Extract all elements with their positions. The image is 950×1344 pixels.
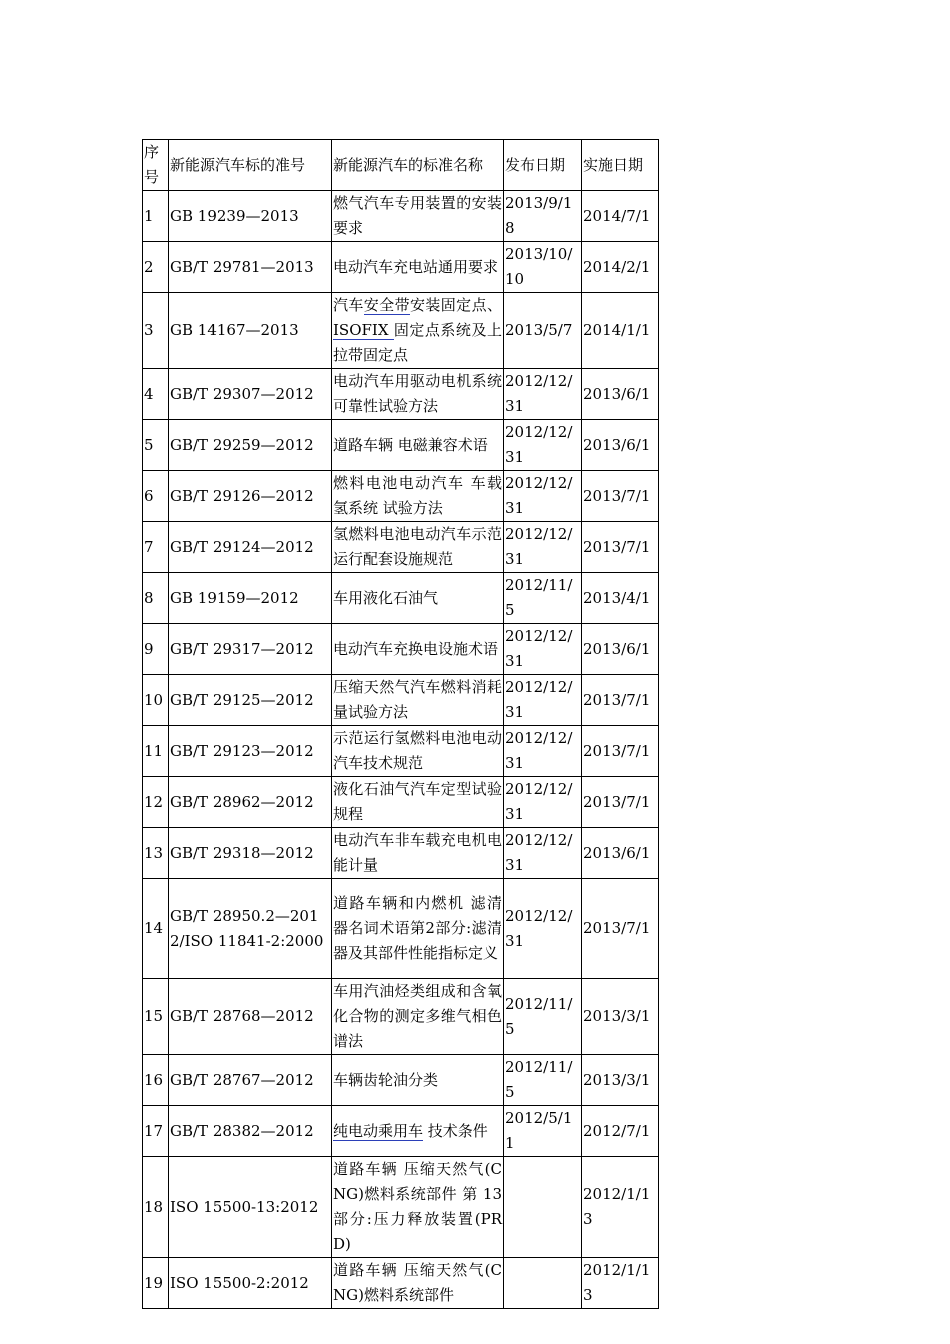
- cell-seq: 2: [143, 242, 169, 293]
- cell-effective-date: 2014/7/1: [582, 191, 659, 242]
- standard-name-link[interactable]: 纯电动乘用车: [333, 1121, 424, 1140]
- cell-standard-name: 车用汽油烃类组成和含氧化合物的测定多维气相色谱法: [332, 979, 504, 1055]
- cell-standard-code: GB 14167—2013: [169, 293, 332, 369]
- cell-effective-date: 2013/6/1: [582, 420, 659, 471]
- standard-name-text: 汽车: [333, 296, 364, 314]
- cell-standard-name: 电动汽车非车载充电机电能计量: [332, 828, 504, 879]
- table-header-row: [143, 140, 659, 191]
- cell-publish-date: 2012/11/5: [504, 979, 582, 1055]
- cell-publish-date: 2012/12/31: [504, 879, 582, 979]
- cell-standard-code: GB/T 28382—2012: [169, 1106, 332, 1157]
- cell-standard-code: GB/T 29318—2012: [169, 828, 332, 879]
- cell-seq: 18: [143, 1157, 169, 1258]
- cell-effective-date: 2013/6/1: [582, 828, 659, 879]
- cell-seq: 5: [143, 420, 169, 471]
- table-row: [143, 1106, 659, 1157]
- cell-seq: 4: [143, 369, 169, 420]
- standard-name-link[interactable]: 安全带: [363, 296, 410, 314]
- table-row: [143, 828, 659, 879]
- cell-standard-code: GB/T 29307—2012: [169, 369, 332, 420]
- table-row: [143, 1157, 659, 1258]
- cell-publish-date: 2012/12/31: [504, 726, 582, 777]
- standard-name-text: 安装固定点、: [409, 296, 502, 314]
- cell-effective-date: 2013/7/1: [582, 726, 659, 777]
- cell-effective-date: 2013/7/1: [582, 522, 659, 573]
- cell-standard-name: 液化石油气汽车定型试验规程: [332, 777, 504, 828]
- cell-seq: 11: [143, 726, 169, 777]
- cell-effective-date: 2013/6/1: [582, 624, 659, 675]
- standard-name-text: 技术条件: [423, 1121, 488, 1140]
- cell-seq: 8: [143, 573, 169, 624]
- table-row: [143, 369, 659, 420]
- table-row: [143, 1055, 659, 1106]
- cell-standard-name: 示范运行氢燃料电池电动汽车技术规范: [332, 726, 504, 777]
- standards-table: [142, 139, 659, 1309]
- cell-standard-code: GB/T 29781—2013: [169, 242, 332, 293]
- cell-seq: 19: [143, 1258, 169, 1309]
- cell-publish-date: 2012/12/31: [504, 777, 582, 828]
- cell-seq: 16: [143, 1055, 169, 1106]
- cell-seq: 10: [143, 675, 169, 726]
- cell-effective-date: 2012/1/13: [582, 1258, 659, 1309]
- cell-standard-name: 电动汽车用驱动电机系统可靠性试验方法: [332, 369, 504, 420]
- cell-publish-date: 2012/5/11: [504, 1106, 582, 1157]
- cell-standard-code: GB 19159—2012: [169, 573, 332, 624]
- table-row: [143, 879, 659, 979]
- table-row: [143, 293, 659, 369]
- cell-standard-code: GB/T 29125—2012: [169, 675, 332, 726]
- cell-effective-date: 2013/7/1: [582, 879, 659, 979]
- table-row: [143, 624, 659, 675]
- cell-publish-date: [504, 1157, 582, 1258]
- table-row: [143, 191, 659, 242]
- cell-standard-code: GB/T 28950.2—2012/ISO 11841-2:2000: [169, 879, 332, 979]
- cell-standard-code: ISO 15500-13:2012: [169, 1157, 332, 1258]
- header-name: 新能源汽车的标准名称: [332, 140, 504, 191]
- cell-publish-date: 2012/12/31: [504, 420, 582, 471]
- standard-name-text: 固定点系统及上拉带固定点: [333, 321, 502, 364]
- cell-standard-code: GB/T 28767—2012: [169, 1055, 332, 1106]
- cell-publish-date: 2012/12/31: [504, 675, 582, 726]
- cell-effective-date: 2013/7/1: [582, 675, 659, 726]
- cell-standard-name: 道路车辆 电磁兼容术语: [332, 420, 504, 471]
- cell-publish-date: 2013/9/18: [504, 191, 582, 242]
- header-publish-date: 发布日期: [504, 140, 582, 191]
- cell-standard-name: 电动汽车充电站通用要求: [332, 242, 504, 293]
- cell-standard-code: GB/T 29126—2012: [169, 471, 332, 522]
- table-row: [143, 420, 659, 471]
- table-row: [143, 1258, 659, 1309]
- cell-effective-date: 2013/6/1: [582, 369, 659, 420]
- cell-standard-code: GB/T 28962—2012: [169, 777, 332, 828]
- cell-effective-date: 2012/7/1: [582, 1106, 659, 1157]
- cell-publish-date: 2012/12/31: [504, 369, 582, 420]
- cell-seq: 1: [143, 191, 169, 242]
- cell-seq: 6: [143, 471, 169, 522]
- cell-seq: 3: [143, 293, 169, 369]
- cell-standard-name: 车辆齿轮油分类: [332, 1055, 504, 1106]
- cell-standard-code: GB 19239—2013: [169, 191, 332, 242]
- table-row: [143, 242, 659, 293]
- cell-publish-date: 2013/5/7: [504, 293, 582, 369]
- cell-effective-date: 2014/1/1: [582, 293, 659, 369]
- cell-standard-name: 燃气汽车专用装置的安装要求: [332, 191, 504, 242]
- cell-standard-name: 道路车辆 压缩天然气(CNG)燃料系统部件: [332, 1258, 504, 1309]
- cell-standard-name: 车用液化石油气: [332, 573, 504, 624]
- cell-seq: 9: [143, 624, 169, 675]
- table-row: [143, 726, 659, 777]
- cell-publish-date: 2012/12/31: [504, 828, 582, 879]
- cell-publish-date: 2013/10/10: [504, 242, 582, 293]
- cell-standard-name: 道路车辆和内燃机 滤清器名词术语第2部分:滤清器及其部件性能指标定义: [332, 879, 504, 979]
- table-row: [143, 777, 659, 828]
- cell-effective-date: 2013/3/1: [582, 979, 659, 1055]
- table-row: [143, 675, 659, 726]
- cell-standard-name: 燃料电池电动汽车 车载氢系统 试验方法: [332, 471, 504, 522]
- cell-standard-code: GB/T 29259—2012: [169, 420, 332, 471]
- cell-publish-date: [504, 1258, 582, 1309]
- cell-publish-date: 2012/12/31: [504, 471, 582, 522]
- header-code: 新能源汽车标的准号: [169, 140, 332, 191]
- cell-publish-date: 2012/12/31: [504, 624, 582, 675]
- cell-publish-date: 2012/11/5: [504, 1055, 582, 1106]
- cell-seq: 17: [143, 1106, 169, 1157]
- table-row: [143, 522, 659, 573]
- cell-seq: 12: [143, 777, 169, 828]
- cell-seq: 13: [143, 828, 169, 879]
- cell-standard-code: GB/T 29123—2012: [169, 726, 332, 777]
- standard-name-link[interactable]: ISOFIX: [333, 321, 394, 339]
- header-seq: 序号: [143, 140, 169, 191]
- table-row: [143, 471, 659, 522]
- cell-seq: 14: [143, 879, 169, 979]
- cell-effective-date: 2012/1/13: [582, 1157, 659, 1258]
- cell-publish-date: 2012/12/31: [504, 522, 582, 573]
- cell-effective-date: 2014/2/1: [582, 242, 659, 293]
- cell-standard-name: [332, 293, 504, 369]
- cell-effective-date: 2013/7/1: [582, 777, 659, 828]
- cell-standard-code: ISO 15500-2:2012: [169, 1258, 332, 1309]
- cell-effective-date: 2013/3/1: [582, 1055, 659, 1106]
- cell-standard-code: GB/T 29124—2012: [169, 522, 332, 573]
- cell-standard-name: 电动汽车充换电设施术语: [332, 624, 504, 675]
- table-row: [143, 573, 659, 624]
- cell-seq: 15: [143, 979, 169, 1055]
- cell-standard-name: 氢燃料电池电动汽车示范运行配套设施规范: [332, 522, 504, 573]
- cell-seq: 7: [143, 522, 169, 573]
- header-effective-date: 实施日期: [582, 140, 659, 191]
- cell-effective-date: 2013/4/1: [582, 573, 659, 624]
- table-row: [143, 979, 659, 1055]
- cell-standard-name: 道路车辆 压缩天然气(CNG)燃料系统部件 第 13 部分:压力释放装置(PRD): [332, 1157, 504, 1258]
- cell-standard-code: GB/T 28768—2012: [169, 979, 332, 1055]
- cell-standard-code: GB/T 29317—2012: [169, 624, 332, 675]
- cell-standard-name: 压缩天然气汽车燃料消耗量试验方法: [332, 675, 504, 726]
- cell-effective-date: 2013/7/1: [582, 471, 659, 522]
- cell-standard-name: [332, 1106, 504, 1157]
- cell-publish-date: 2012/11/5: [504, 573, 582, 624]
